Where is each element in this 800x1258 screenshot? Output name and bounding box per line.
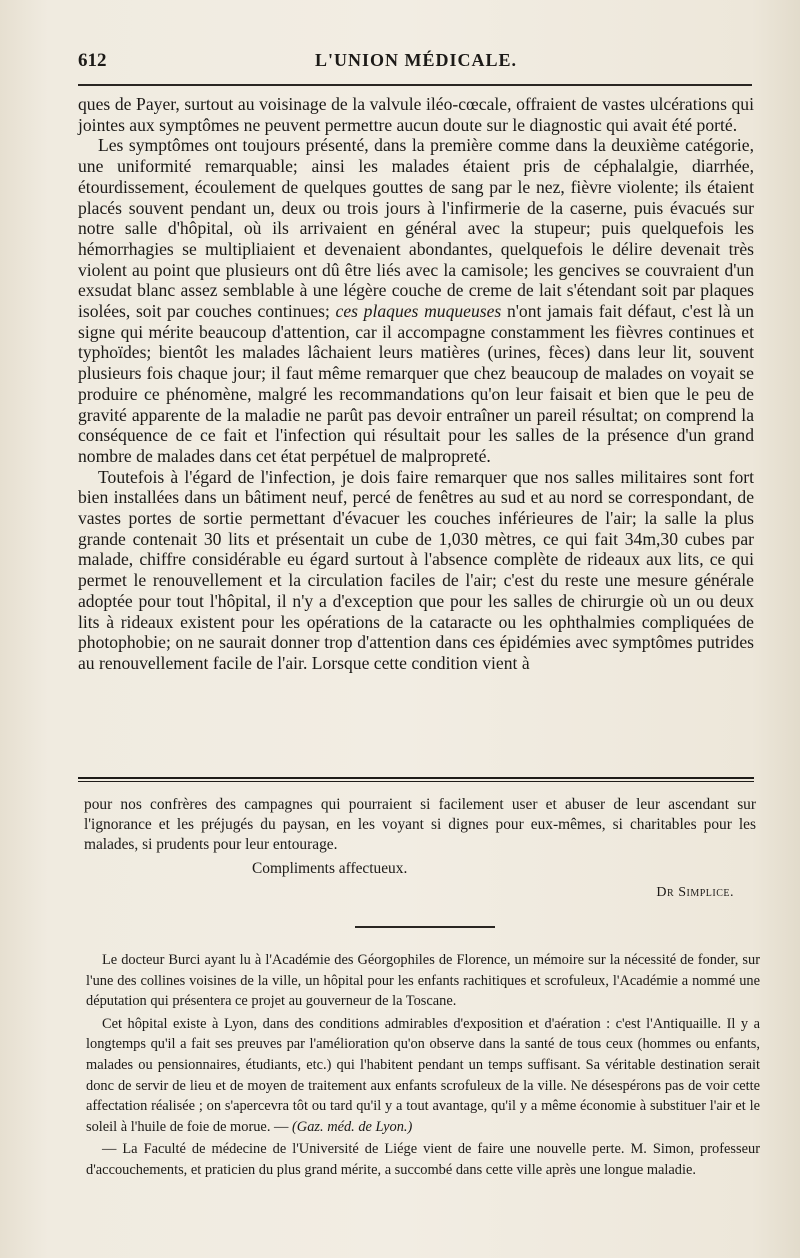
paragraph-continuation: ques de Payer, surtout au voisinage de la valvule iléo-cœcale, offraient de vastes ulcérations qui jointes aux symptômes ne peuvent permettre aucun doute sur le diagnostic qui avait été porté. [78,94,754,135]
italic-phrase: ces plaques muqueuses [335,301,502,322]
footnote-text: pour nos confrères des campagnes qui pourraient si facilement user et abuser de leur ascendant sur l'ignorance et les préjugés du paysan, en les voyant si dignes pour eux-mêmes, si charitables pour les malades, si prudents pour leur entourage. [84,796,756,853]
header-rule [78,84,752,86]
page-header [78,50,754,74]
news-item-florence: Le docteur Burci ayant lu à l'Académie des Géorgophiles de Florence, un mémoire sur la nécessité de fonder, sur l'une des collines voisines de la ville, un hôpital pour les enfants rachitiques et scrofuleux, l'Académie a nommé une députation qui présentera ce projet au gouverneur de la Toscane. [86,952,760,1010]
closing-salutation: Compliments affectueux. [252,860,408,877]
paragraph-symptoms: Les symptômes ont toujours présenté, dans la première comme dans la deuxième catégorie, une uniformité remarquable; ainsi les malades étaient pris de céphalalgie, diarrhée, étourdissement, écoulement de quelques gouttes de sang par le nez, fièvre violente; ils étaient placés souvent pendant un, deux ou trois jours à l'infirmerie de la caserne, puis évacués sur notre salle d'hôpital, où ils arrivaient en général avec la stupeur; puis quelquefois les hémorrhagies se multipliaient et devenaient abondantes, quelquefois le délire devenait très violent au point que plusieurs ont dû être liés avec la camisole; les gencives se couvraient d'un exsudat blanc assez semblable à une légère couche de creme de lait s'étendant soit par plaques isolées, soit par couches continues; ces plaques muqueuses n'ont jamais fait défaut, c'est là un signe qui mérite beaucoup d'attention, car il accompagne constamment les fièvres continues et typhoïdes; bientôt les malades lâchaient leurs matières (urines, fèces) dans leur lit, souvent plusieurs fois chaque jour; il faut même remarquer que chez beaucoup de malades on voyait se produire ce phénomène, malgré les recommandations qu'on leur faisait et bien que le peu de gravité apparente de la maladie ne parût pas devoir entraîner un pareil résultat; on comprend la conséquence de ce fait et l'infection qui résultait pour les salles de la présence d'un grand nombre de malades dans cet état perpétuel de malpropreté. [78,135,754,466]
news-item-liege: — La Faculté de médecine de l'Université de Liége vient de faire une nouvelle perte. M. Simon, professeur d'accouchements, et praticien du plus grand mérite, a succombé dans cette ville après une longue maladie. [86,1141,760,1178]
footnote-separator [78,777,754,782]
signature: Dr Simplice. [656,885,734,900]
running-title: L'UNION MÉDICALE. [314,50,518,70]
news-items [86,950,760,1181]
citation: (Gaz. méd. de Lyon.) [292,1118,413,1135]
news-item-lyon: Cet hôpital existe à Lyon, dans des conditions admirables d'exposition et d'aération : c'est l'Antiquaille. Il y a longtemps qu'il a fait ses preuves par l'amélioration qu'on observe dans la santé de tous ceux (hommes ou enfants, malades ou pensionnaires, étudiants, etc.) qui l'habitent pendant un temps suffisant. Sa véritable destination serait donc de servir de lieu et de moyen de traitement aux enfants scrofuleux de la ville. Ne désespérons pas de voir cette affectation réalisée ; on s'apercevra tôt ou tard qu'il y a tout avantage, qu'il y a même économie à substituer l'air et le soleil à l'huile de foie de morue. — (Gaz. méd. de Lyon.) [86,1015,760,1135]
paragraph-infection: Toutefois à l'égard de l'infection, je dois faire remarquer que nos salles militaires sont fort bien installées dans un bâtiment neuf, percé de fenêtres au sud et au nord se correspondant, de vastes portes de sortie permettant d'évacuer les couches inférieures de l'air; la salle la plus grande contenait 30 lits et présentait un cube de 1,030 mètres, ce qui fait 34m,30 cubes par malade, chiffre considérable eu égard surtout à l'absence complète de rideaux aux lits, ce qui permet le renouvellement et la circulation faciles de l'air; c'est du reste une mesure générale adoptée pour tout l'hôpital, il n'y a d'exception que pour les salles de chirurgie où un ou deux lits à rideaux existent pour les opérations de la cataracte ou les ophthalmies compliquées de photophobie; on ne saurait donner trop d'attention dans ces épidémies avec symptômes putrides au renouvellement facile de l'air. Lorsque cette condition vient à [78,466,754,673]
main-article-text [78,94,754,674]
page-number: 612 [78,50,107,71]
section-divider [355,926,495,928]
